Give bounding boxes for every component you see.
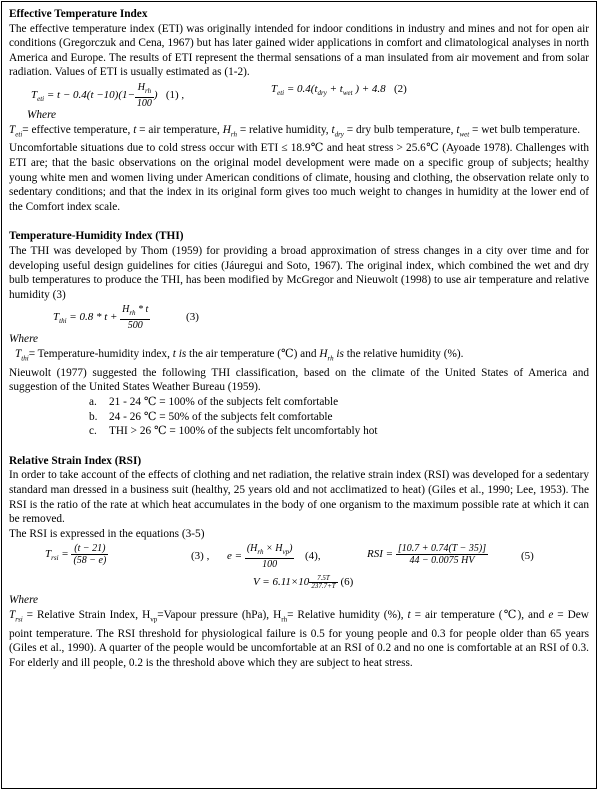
equation-2: $T_{eti} = 0.4(t_{dry} + t_{wet}$ ) + 4.8 (2) (271, 82, 407, 98)
equation-4-label: (4), (305, 550, 321, 563)
eti-heading: Effective Temperature Index (9, 8, 148, 20)
rsi-equations-row (9, 541, 589, 571)
rsi-heading: Relative Strain Index (RSI) (9, 454, 142, 467)
thi-classification: Nieuwolt (1977) suggested the following THI classification, based on the climate of the United States of America and suggestion of the United States Weather Bureau (1959). (9, 366, 589, 394)
rsi-equation-6-row (9, 571, 589, 593)
eq3-rsi-fraction: $\frac{(t - 21)}{(58 - e)}$ (73, 543, 107, 567)
equation-5-label: (5) (521, 550, 534, 563)
equation-3-rsi-label: (3) , (191, 550, 210, 563)
eq4-fraction: $\frac{(H_{rh} \times H_{vp})}{100}$ (246, 543, 293, 571)
rsi-where-label: Where (9, 594, 39, 607)
equation-5: RSI = $\frac{[10.7 + 0.74(T - 35)]}{44 - 0.0075 HV}$ (367, 543, 487, 567)
eti-definitions: $T_{eti}=$ effective temperature, t = air temperature, $H_{rh}$ = relative humidity, $t_{dry}$ = dry bulb temperature, $t_{wet}$ = wet bulb temperature. (9, 123, 581, 138)
eq1-fraction: $\frac{H_{rh}}{100}$ (136, 81, 152, 109)
eti-where-label: Where (27, 108, 57, 121)
list-item: c. THI > 26 ℃ = 100% of the subjects felt uncomfortably hot (89, 425, 378, 438)
equation-1: $T_{eti} = t - 0.4(t -10)(1-$ $\frac{H_{rh}}{100}$ ) (1) , (31, 81, 185, 109)
eti-equations (9, 80, 589, 108)
thi-where-label: Where (9, 333, 39, 346)
rsi-expressed: The RSI is expressed in the equations (3-5) (9, 527, 205, 540)
rsi-intro: In order to take account of the effects of clothing and net radiation, the relative strain index (RSI) was developed for a sedentary standard man dressed in a business suit (healthy, 25 years old and not acclimatized to heat) (Giles et al., 1990; Lee, 1953). The RSI is the ratio of the rate at which heat accumulates in the body of one organism to the maximum possible rate at which it can be removed. (9, 469, 589, 526)
thi-intro: The THI was developed by Thom (1959) for providing a broad approximation of stress changes in a city over time and for developing useful design guidelines for cities (Jáuregui and Soto, 1967). The original index, which combined the wet and dry bulb temperatures to produce the THI, has been modified by McGregor and Nieuwolt (1998) to use air temperature and relative humidity (3) (9, 244, 589, 301)
equation-3-rsi: $T_{rsi}$ = $\frac{(t - 21)}{(58 - e)}$ (45, 543, 107, 567)
thi-class-list (9, 395, 589, 439)
equation-4: e = $\frac{(H_{rh} \times H_{vp})}{100}$ (227, 543, 293, 571)
thi-heading: Temperature-Humidity Index (THI) (9, 230, 184, 243)
thi-equation (9, 302, 589, 332)
list-item: a. 21 - 24 ℃ = 100% of the subjects felt comfortable (89, 395, 339, 408)
eq5-fraction: $\frac{[10.7 + 0.74(T - 35)]}{44 - 0.0075 HV}$ (397, 543, 487, 567)
rsi-definitions: $T_{rsi}$ = Relative Strain Index, $H_{vp}=Vapour$ pressure (hPa), $H_{rh}=$ Relative humidity (%), t = air temperature (℃), and e = Dew point temperature. The RSI threshold for physiological failure is 0.5 for young people and 0.3 for people older than 65 years (Giles et al., 1990). A quarter of the people would be uncomfortable at an RSI of 0.2 and no one is comfortable at an RSI of 0.3. For elderly and ill people, 0.2 is the threshold above which they are subject to heat stress. (9, 608, 589, 669)
equation-6: V = 6.11×10 $\frac{7.5T}{237.7+T}$ (6) (253, 574, 354, 591)
list-item: b. 24 - 26 ℃ = 50% of the subjects felt comfortable (89, 410, 333, 423)
eq3-thi-fraction: $\frac{H_{rh} * t}{500}$ (122, 304, 149, 332)
thi-definitions: $T_{thi}=$ Temperature-humidity index, t is the air temperature (℃) and $H_{rh}$ is the relative humidity (%). (15, 347, 464, 363)
equation-3-thi: $T_{thi} = 0.8 * t$ + $\frac{H_{rh} * t}{500}$ (3) (53, 304, 199, 332)
eti-discussion: Uncomfortable situations due to cold stress occur with ETI ≤ 18.9℃ and heat stress > 25.6℃ (Ayoade 1978). Challenges with ETI are; that the basic observations on the original model development were made on a specific group of subjects; healthy young white men and women living under American conditions of climate, housing and clothing, the observation relate only to sedentary conditions; and that the index in its original form gives too much weight to changes in humidity at the lower end of the Comfort index scale. (9, 142, 589, 213)
eq6-exponent: $\frac{7.5T}{237.7+T}$ (311, 574, 336, 591)
eti-intro: The effective temperature index (ETI) was originally intended for indoor conditions in industry and mines and not for open air conditions (Gregorczuk and Cena, 1967) but has later gained wider applications in comfort and climatological analyses in north America and Europe. The results of ETI represent the thermal sensations of a man insulated from air movement and from solar radiation. Values of ETI is usually estimated as (1-2). (9, 22, 589, 79)
document-body (9, 7, 589, 671)
